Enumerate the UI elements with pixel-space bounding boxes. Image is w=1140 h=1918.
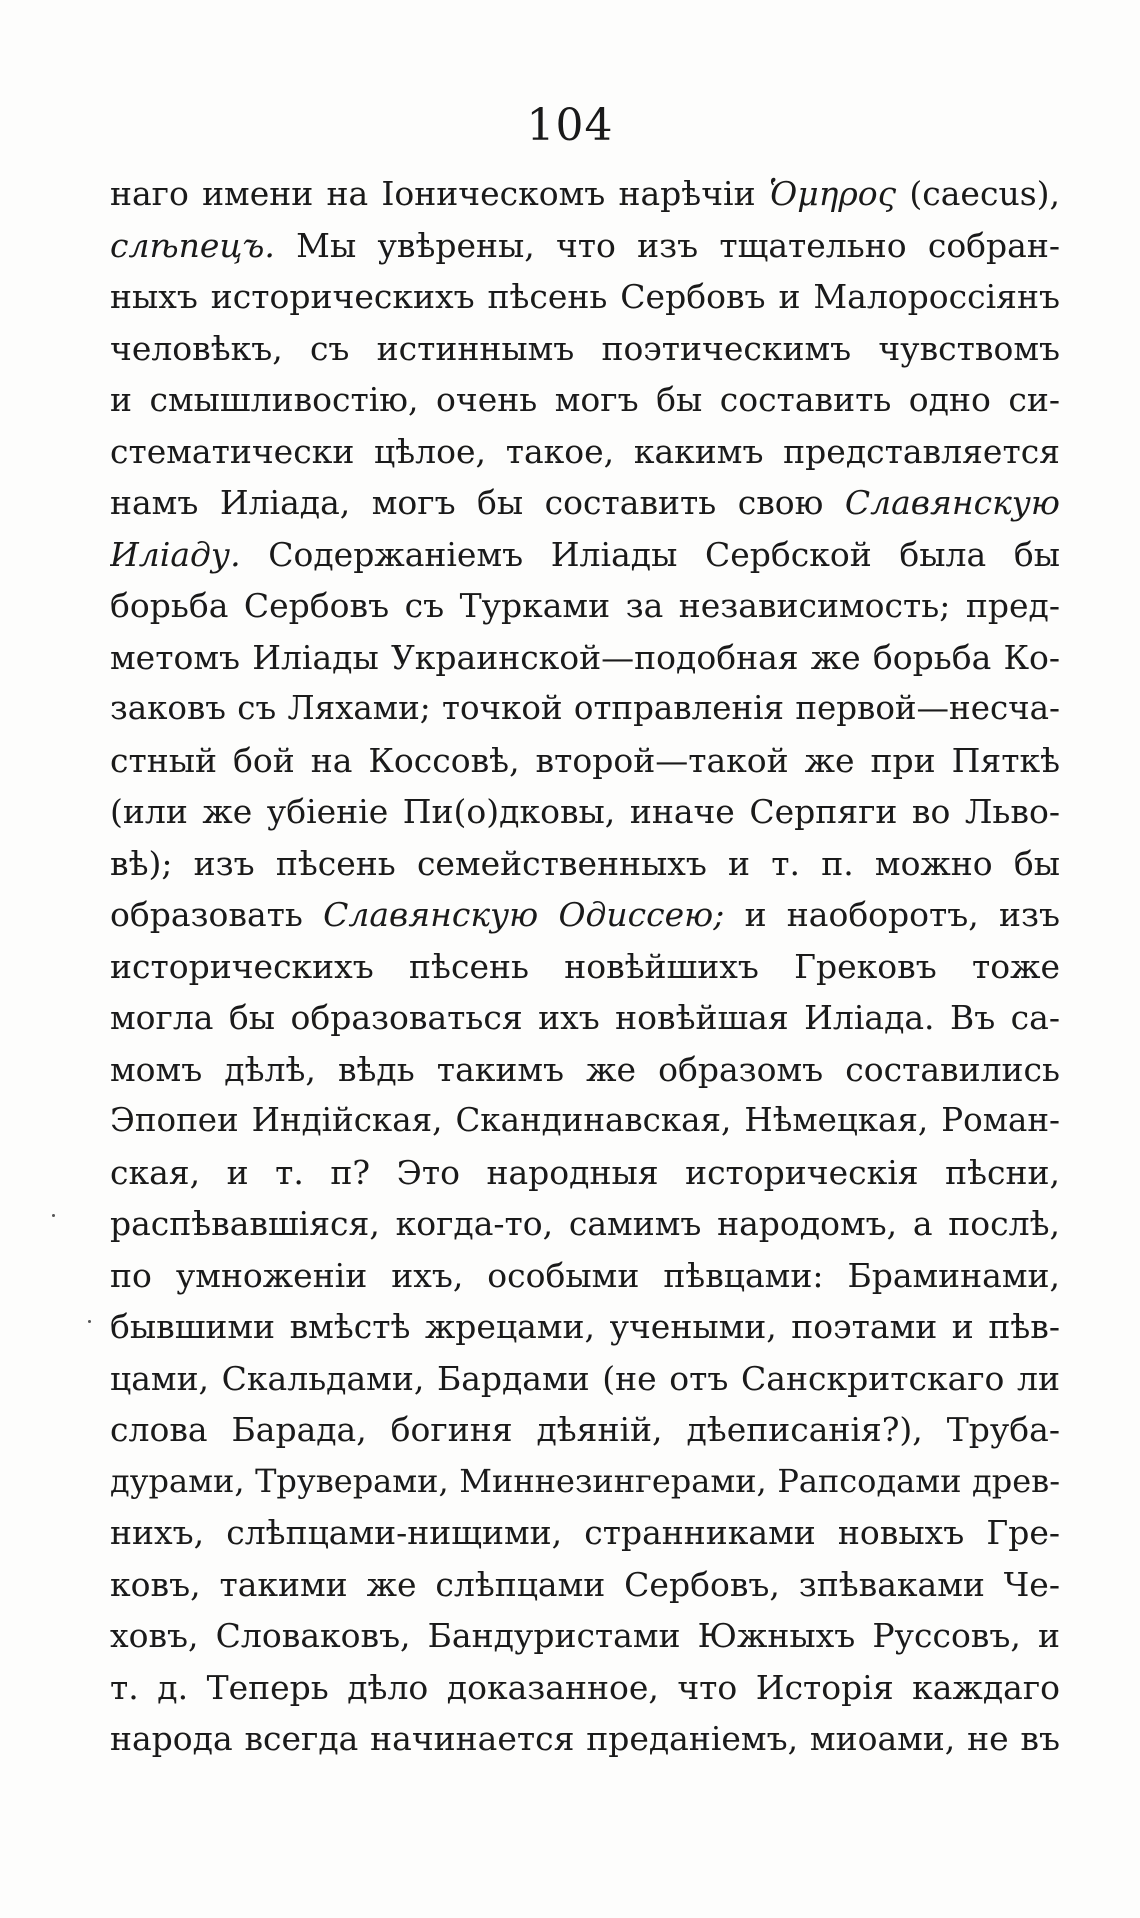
text-run: ховъ, Словаковъ, Бандуристами Южныхъ Руссовъ, и <box>110 1616 1060 1655</box>
text-line <box>110 1301 1060 1353</box>
text-line <box>110 1044 1060 1096</box>
text-run: Содержаніемъ Иліады Сербской была бы <box>240 534 1060 574</box>
text-run: метомъ Иліады Украинской—подобная же борьба Ко- <box>110 637 1060 677</box>
text-run: человѣкъ, съ истиннымъ поэтическимъ чувствомъ <box>110 328 1060 368</box>
text-line <box>110 374 1060 426</box>
text-line <box>110 1610 1060 1662</box>
text-run: заковъ съ Ляхами; точкой отправленія первой—несча- <box>110 689 1060 727</box>
text-line <box>110 992 1060 1044</box>
text-run: народа всегда начинается преданіемъ, миоами, не въ <box>110 1719 1060 1758</box>
text-line <box>110 1095 1060 1147</box>
text-run: стематически цѣлое, такое, какимъ представляется <box>110 431 1060 471</box>
text-run: ныхъ историческихъ пѣсень Сербовъ и Малороссіянъ <box>110 277 1060 316</box>
text-line <box>110 271 1060 323</box>
text-line <box>110 735 1060 787</box>
text-line <box>110 1662 1060 1714</box>
text-run: вѣ); изъ пѣсень семейственныхъ и т. п. можно бы <box>110 843 1060 883</box>
text-line <box>110 1250 1060 1302</box>
text-line <box>110 529 1060 581</box>
text-run: Мы увѣрены, что изъ тщательно собран- <box>274 225 1060 265</box>
text-run: (или же убіеніе Пи(о)дковы, иначе Серпяги во Льво- <box>110 792 1060 831</box>
text-run: цами, Скальдами, Бардами (не отъ Санскритскаго ли <box>110 1358 1060 1398</box>
text-line <box>110 1713 1060 1765</box>
text-line <box>110 838 1060 890</box>
text-run: стный бой на Коссовѣ, второй—такой же при Пяткѣ <box>110 740 1060 780</box>
text-line <box>110 477 1060 529</box>
scan-speck <box>88 1320 91 1323</box>
text-run: и смышливостію, очень могъ бы составить одно си- <box>110 380 1060 419</box>
page-number: 104 <box>526 100 614 151</box>
text-run: распѣвавшіяся, когда-то, самимъ народомъ, а послѣ, <box>110 1204 1060 1243</box>
text-run: борьба Сербовъ съ Турками за независимость; пред- <box>110 586 1060 625</box>
text-run: момъ дѣлѣ, вѣдь такимъ же образомъ составились <box>110 1049 1060 1089</box>
italic-text-run: Иліаду. <box>110 534 241 574</box>
body-text <box>110 168 1060 1765</box>
scan-speck <box>52 1214 55 1217</box>
italic-text-run: слѣпецъ. <box>110 225 275 265</box>
text-run: слова Барада, богиня дѣяній, дѣеписанія?), Труба- <box>110 1410 1060 1449</box>
text-line <box>110 889 1060 941</box>
text-run: т. д. Теперь дѣло доказанное, что Исторія каждаго <box>110 1667 1060 1707</box>
text-run: образовать <box>110 895 324 934</box>
text-run: ская, и т. п? Это народныя историческія пѣсни, <box>110 1152 1060 1192</box>
text-run: по умноженіи ихъ, особыми пѣвцами: Браминами, <box>110 1255 1060 1295</box>
italic-text-run: Славянскую <box>844 483 1060 522</box>
text-run: могла бы образоваться ихъ новѣйшая Иліада. Въ са- <box>110 998 1060 1037</box>
text-line <box>110 1147 1060 1199</box>
text-run: бывшими вмѣстѣ жрецами, учеными, поэтами и пѣв- <box>110 1307 1060 1346</box>
text-line <box>110 632 1060 684</box>
text-run: и наоборотъ, изъ <box>724 895 1060 934</box>
text-line <box>110 1404 1060 1456</box>
italic-text-run: Славянскую Одиссею; <box>323 895 725 934</box>
text-line <box>110 580 1060 632</box>
text-run: (caecus), <box>896 174 1060 213</box>
text-run: наго имени на Іоническомъ нарѣчіи <box>110 174 769 213</box>
italic-text-run: Ὁμηρος <box>768 174 897 213</box>
text-line <box>110 426 1060 478</box>
text-line <box>110 1559 1060 1611</box>
text-line <box>110 683 1060 735</box>
text-line <box>110 1353 1060 1405</box>
text-line <box>110 1507 1060 1559</box>
text-run: нихъ, слѣпцами-нищими, странниками новыхъ Гре- <box>110 1513 1060 1552</box>
text-line <box>110 1456 1060 1508</box>
text-line <box>110 220 1060 272</box>
text-line <box>110 168 1060 220</box>
text-line <box>110 941 1060 993</box>
text-run: намъ Иліада, могъ бы составить свою <box>110 483 845 522</box>
text-line <box>110 1198 1060 1250</box>
text-line <box>110 786 1060 838</box>
text-line <box>110 323 1060 375</box>
text-run: дурами, Труверами, Миннезингерами, Рапсодами древ- <box>110 1461 1060 1500</box>
text-run: историческихъ пѣсень новѣйшихъ Грековъ тоже <box>110 946 1060 986</box>
text-run: ковъ, такими же слѣпцами Сербовъ, зпѣваками Че- <box>110 1564 1060 1604</box>
text-run: Эпопеи Индійская, Скандинавская, Нѣмецкая, Роман- <box>110 1101 1060 1139</box>
